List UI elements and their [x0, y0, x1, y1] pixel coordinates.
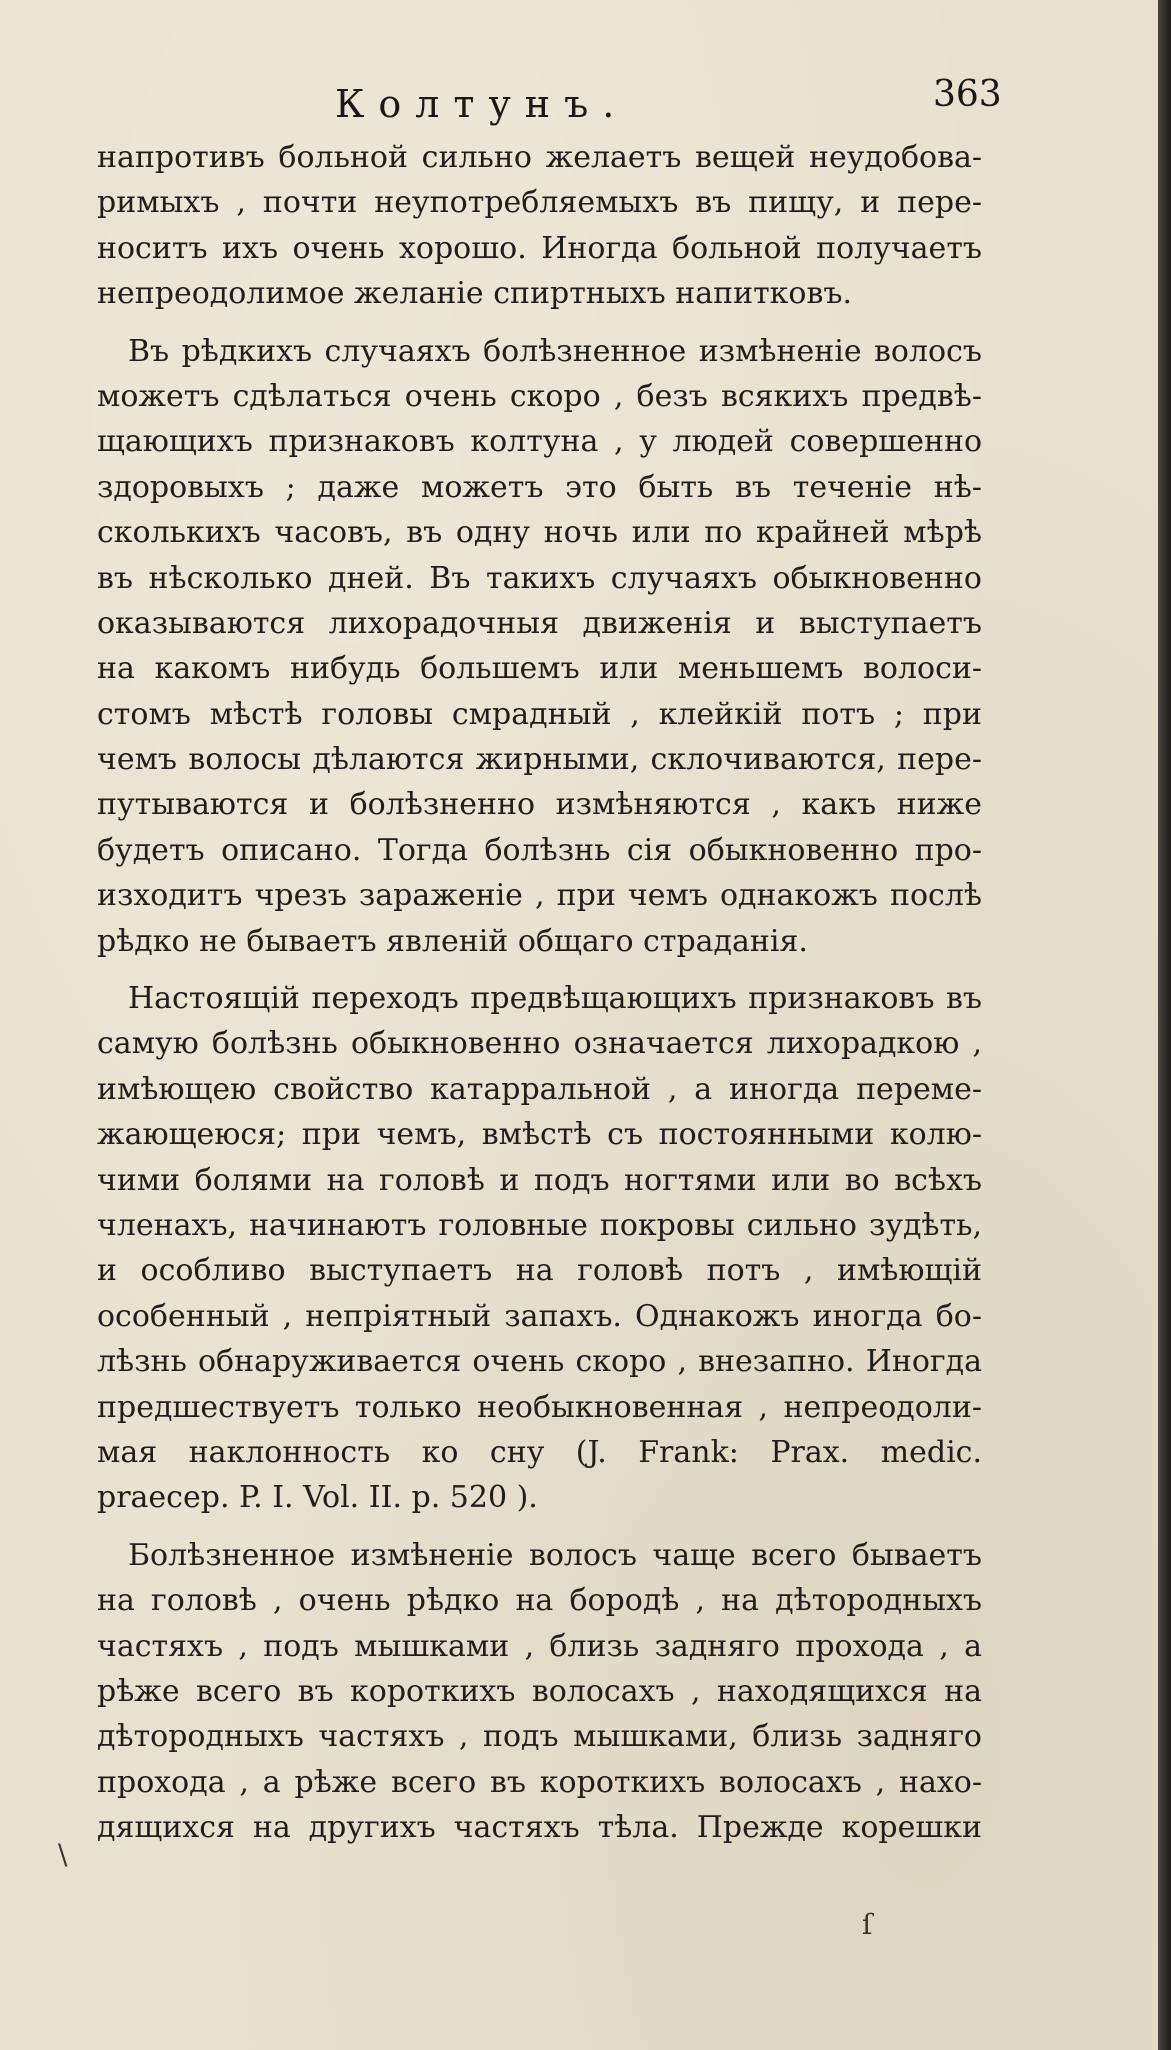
text-line: и особливо выступаетъ на головѣ потъ , имѣющій [97, 1253, 982, 1289]
text-line: на какомъ нибудь большемъ или меньшемъ волоси- [97, 651, 982, 687]
text-line: жающеюся; при чемъ, вмѣстѣ съ постоянными колю- [97, 1117, 982, 1153]
text-line: здоровыхъ ; даже можетъ это быть въ теченіе нѣ- [97, 469, 982, 505]
text-line: Болѣзненное измѣненіе волосъ чаще всего бываетъ [128, 1537, 982, 1573]
text-line: рѣже всего въ короткихъ волосахъ , находящихся на [97, 1673, 982, 1709]
text-line: предшествуетъ только необыкновенная , непреодоли- [97, 1389, 982, 1425]
text-line: изходитъ чрезъ зараженіе , при чемъ однакожъ послѣ [97, 878, 982, 914]
text-line: Въ рѣдкихъ случаяхъ болѣзненное измѣненіе волосъ [128, 333, 982, 369]
text-line: непреодолимое желаніе спиртныхъ напитковъ. [97, 276, 853, 312]
text-line: самую болѣзнь обыкновенно означается лихорадкою , [97, 1026, 982, 1062]
text-line: носитъ ихъ очень хорошо. Иногда больной получаетъ [97, 230, 982, 266]
page-number: 363 [933, 74, 1002, 115]
text-line: стомъ мѣстѣ головы смрадный , клейкій потъ ; при [97, 696, 982, 732]
text-line: членахъ, начинаютъ головные покровы сильно зудѣть, [97, 1207, 982, 1243]
margin-speck: ſ [862, 1908, 873, 1941]
text-line: мая наклонность ко сну (J. Frank: Prax. medic. [97, 1434, 982, 1470]
text-line: praecep. P. I. Vol. II. p. 520 ). [97, 1480, 538, 1516]
text-line: будетъ описано. Тогда болѣзнь сія обыкновенно про- [97, 832, 982, 868]
text-line: дѣтородныхъ частяхъ , подъ мышками, близь задняго [97, 1719, 982, 1755]
paragraph-1 [97, 135, 982, 317]
paragraph-4 [97, 1533, 982, 1851]
running-title: Колтунъ. [335, 82, 629, 126]
text-line: чемъ волосы дѣлаются жирными, склочиваются, пере- [97, 742, 982, 778]
text-line: на головѣ , очень рѣдко на бородѣ , на дѣтородныхъ [97, 1583, 982, 1619]
text-line: имѣющею свойство катарральной , а иногда переме- [97, 1071, 982, 1107]
text-line: частяхъ , подъ мышками , близь задняго прохода , а [97, 1628, 982, 1664]
text-line: чими болями на головѣ и подъ ногтями или во всѣхъ [97, 1162, 982, 1198]
body-text [97, 135, 982, 1850]
page-header [0, 70, 1158, 130]
text-line: особенный , непріятный запахъ. Однакожъ иногда бо- [97, 1298, 982, 1334]
paragraph-3 [97, 976, 982, 1521]
text-line: напротивъ больной сильно желаетъ вещей неудобова- [97, 140, 982, 175]
paragraph-2 [97, 329, 982, 964]
text-line: оказываются лихорадочныя движенія и выступаетъ [97, 605, 982, 641]
text-line: можетъ сдѣлаться очень скоро , безъ всякихъ предвѣ- [97, 378, 982, 414]
text-line: въ нѣсколько дней. Въ такихъ случаяхъ обыкновенно [97, 560, 982, 596]
book-edge [1158, 0, 1171, 2050]
text-line: дящихся на другихъ частяхъ тѣла. Прежде корешки [97, 1810, 982, 1846]
text-line: сколькихъ часовъ, въ одну ночь или по крайней мѣрѣ [97, 515, 982, 551]
text-line: римыхъ , почти неупотребляемыхъ въ пищу, и пере- [97, 185, 982, 221]
text-line: рѣдко не бываетъ явленій общаго страданія. [97, 923, 808, 959]
margin-speck: \ [58, 1838, 68, 1871]
text-line: щающихъ признаковъ колтуна , у людей совершенно [97, 424, 982, 460]
text-line: прохода , а рѣже всего въ короткихъ волосахъ , нахо- [97, 1764, 982, 1800]
text-line: лѣзнь обнаруживается очень скоро , внезапно. Иногда [97, 1344, 982, 1380]
text-line: путываются и болѣзненно измѣняются , какъ ниже [97, 787, 982, 823]
text-line: Настоящій переходъ предвѣщающихъ признаковъ въ [128, 981, 982, 1017]
